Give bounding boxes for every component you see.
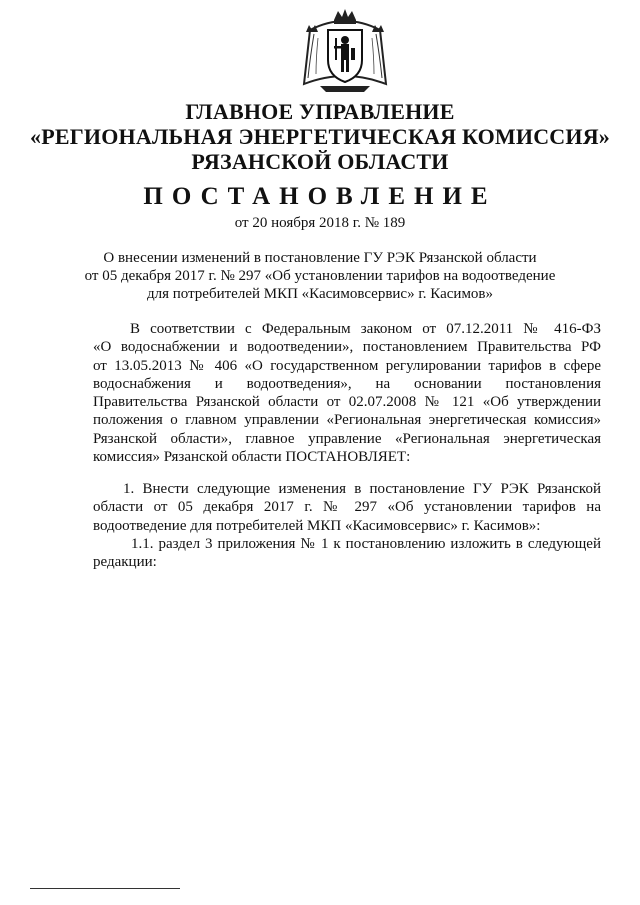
paragraph-line: от 13.05.2013 № 406 «О государственном регулировании тарифов в сфере xyxy=(93,357,601,374)
org-title-line-1: ГЛАВНОЕ УПРАВЛЕНИЕ xyxy=(185,99,455,124)
paragraph-line: 1. Внести следующие изменения в постановление ГУ РЭК Рязанской xyxy=(123,481,601,497)
subject-line: от 05 декабря 2017 г. № 297 «Об установлении тарифов на водоотведение xyxy=(84,268,556,284)
ryazan-coat-of-arms-icon xyxy=(298,8,392,96)
org-title-line-3: РЯЗАНСКОЙ ОБЛАСТИ xyxy=(191,149,449,174)
paragraph-line: Рязанской области», главное управление «Региональная энергетическая xyxy=(93,430,601,447)
paragraph-line: комиссия» Рязанской области ПОСТАНОВЛЯЕТ: xyxy=(93,449,411,466)
paragraph-line: области от 05 декабря 2017 г. № 297 «Об установлении тарифов на xyxy=(93,499,601,516)
paragraph-line: положения о главном управлении «Региональная энергетическая комиссия» xyxy=(93,412,601,429)
document-subject xyxy=(80,249,560,303)
paragraph-line: редакции: xyxy=(93,554,157,571)
paragraph-line: «О водоснабжении и водоотведении», постановлением Правительства РФ xyxy=(93,339,601,356)
paragraph-line: водоотведение для потребителей МКП «Касимовсервис» г. Касимов»: xyxy=(93,517,541,534)
paragraph-line: водоснабжения и водоотведения», на основании постановления xyxy=(93,375,601,392)
item-1-1-paragraph xyxy=(93,535,601,572)
subject-line: О внесении изменений в постановление ГУ РЭК Рязанской области xyxy=(103,250,537,266)
paragraph-line: В соответствии с Федеральным законом от 07.12.2011 № 416-ФЗ xyxy=(130,321,601,337)
paragraph-line: 1.1. раздел 3 приложения № 1 к постановлению изложить в следующей xyxy=(131,536,601,552)
preamble-paragraph xyxy=(93,320,601,466)
paragraph-line: Правительства Рязанской области от 02.07.2008 № 121 «Об утверждении xyxy=(93,394,601,411)
document-type-heading: ПОСТАНОВЛЕНИЕ xyxy=(143,183,497,210)
subject-line: для потребителей МКП «Касимовсервис» г. Касимов» xyxy=(146,286,494,302)
document-date-number: от 20 ноября 2018 г. № 189 xyxy=(234,215,406,231)
org-title-line-2: «РЕГИОНАЛЬНАЯ ЭНЕРГЕТИЧЕСКАЯ КОМИССИЯ» xyxy=(30,124,610,149)
footnote-divider xyxy=(30,888,180,889)
item-1-paragraph xyxy=(93,480,601,535)
